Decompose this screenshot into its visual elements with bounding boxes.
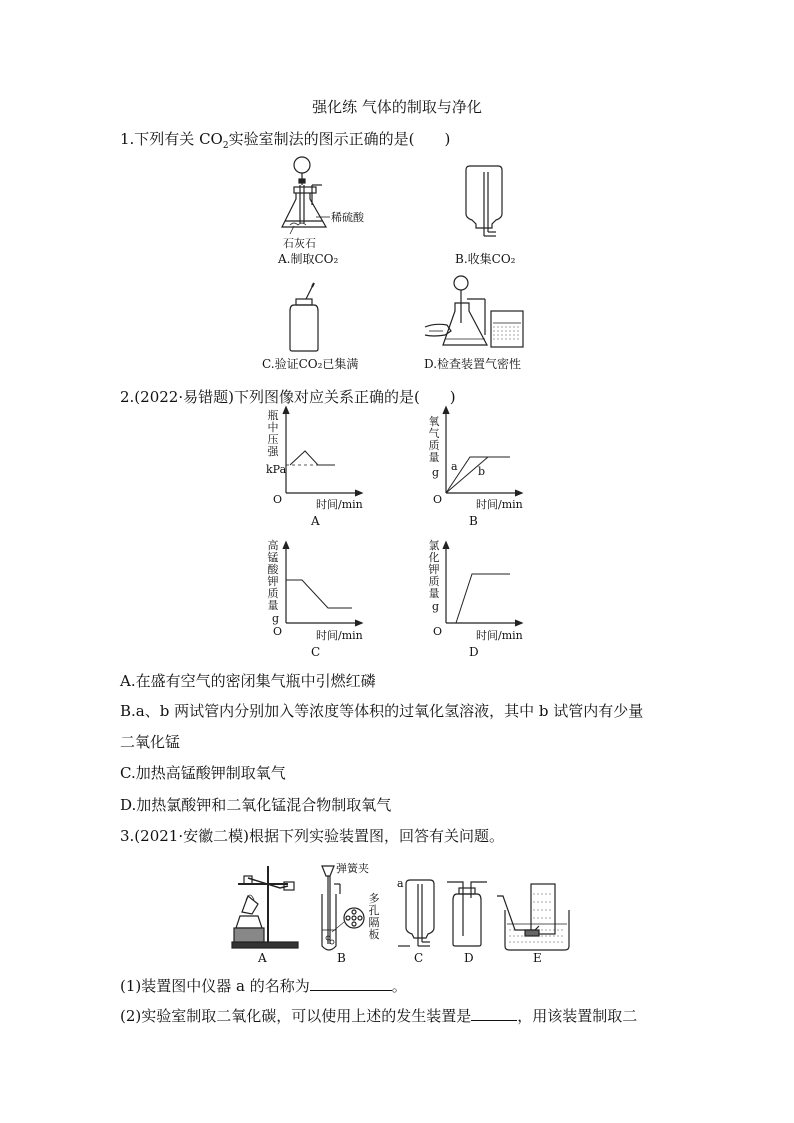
- q3-sub2-blank[interactable]: [471, 1006, 517, 1021]
- graph-b-xlabel: 时间/min: [476, 498, 523, 511]
- graph-b-ylabel: 氧气质量: [428, 415, 440, 464]
- q2-option-c: C.加热高锰酸钾制取氧气: [120, 764, 286, 782]
- graph-d-origin: O: [433, 625, 443, 638]
- graph-d-yunit: g: [432, 600, 440, 613]
- q2-option-d: D.加热氯酸钾和二氧化锰混合物制取氧气: [120, 796, 392, 814]
- graph-a-yunit: kPa: [266, 463, 287, 476]
- q3-label-plate: 多孔隔板: [368, 892, 380, 941]
- q3-letter-a: A: [258, 951, 267, 965]
- page-title: 强化练 气体的制取与净化: [312, 98, 482, 116]
- graph-c-ylabel: 高锰酸钾质量: [267, 539, 279, 612]
- q1-apparatus-d-figure: [425, 275, 535, 355]
- q3-sub2-pre: (2)实验室制取二氧化碳，可以使用上述的发生装置是: [120, 1007, 472, 1025]
- q3-sub1: [120, 975, 407, 996]
- graph-a-origin: O: [273, 493, 283, 506]
- q3-letter-e: E: [533, 951, 542, 965]
- q1-label-stone: 石灰石: [283, 237, 316, 250]
- graph-d-letter: D: [469, 645, 479, 659]
- q3-sub1-post: 。: [391, 977, 407, 995]
- graph-b-origin: O: [433, 493, 443, 506]
- q1-stem-sub: 2: [222, 141, 229, 151]
- q1-option-b: B.收集CO₂: [455, 252, 516, 266]
- q3-sub2-post: ，用该装置制取二: [517, 1007, 638, 1025]
- graph-b-letter: B: [469, 514, 478, 528]
- q3-letter-d: D: [464, 951, 474, 965]
- q3-letter-c: C: [414, 951, 424, 965]
- graph-d-ylabel: 氯化钾质量: [428, 539, 440, 600]
- q1-option-a: A.制取CO₂: [278, 252, 339, 266]
- q1-label-acid: 稀硫酸: [331, 211, 364, 224]
- q2-stem: 2.(2022·易错题)下列图像对应关系正确的是( ): [120, 388, 456, 406]
- q1-stem: [120, 128, 450, 151]
- q1-apparatus-b-figure: [462, 166, 512, 246]
- graph-c-axes: [280, 540, 370, 635]
- graph-d-axes: [440, 540, 530, 635]
- graph-c-xlabel: 时间/min: [316, 629, 363, 642]
- q1-option-c: C.验证CO₂已集满: [262, 357, 359, 371]
- graph-c-origin: O: [273, 625, 283, 638]
- q1-stem-pre: 1.下列有关 CO: [120, 130, 223, 148]
- q1-option-d: D.检查装置气密性: [424, 357, 522, 371]
- q3-apparatus-a-figure: [228, 860, 318, 955]
- q1-apparatus-c-figure: [282, 285, 342, 355]
- graph-b-yunit: g: [432, 466, 440, 479]
- graph-c-yunit: g: [272, 612, 280, 625]
- q3-apparatus-e-figure: [495, 880, 575, 955]
- graph-d-xlabel: 时间/min: [476, 629, 523, 642]
- q3-sub2: [120, 1005, 637, 1026]
- graph-b-series-a: a: [451, 460, 458, 473]
- graph-a-letter: A: [311, 514, 320, 528]
- graph-c-letter: C: [311, 645, 321, 659]
- q3-sub1-blank[interactable]: [310, 976, 392, 991]
- q3-letter-b: B: [337, 951, 346, 965]
- graph-a-ylabel: 瓶中压强: [267, 409, 279, 458]
- q2-option-b-line2: 二氧化锰: [120, 733, 181, 751]
- q1-stem-post: 实验室制法的图示正确的是( ): [228, 130, 451, 148]
- graph-a-xlabel: 时间/min: [316, 498, 363, 511]
- q3-sub1-pre: (1)装置图中仪器 a 的名称为: [120, 977, 310, 995]
- q3-apparatus-d-figure: [443, 876, 493, 951]
- q3-label-clip: 弹簧夹: [336, 862, 369, 875]
- q3-stem: 3.(2021·安徽二模)根据下列实验装置图，回答有关问题。: [120, 827, 504, 845]
- q2-option-a: A.在盛有空气的密闭集气瓶中引燃红磷: [120, 672, 376, 690]
- graph-b-axes: [440, 405, 530, 505]
- q2-option-b-line1: B.a、b 两试管内分别加入等浓度等体积的过氧化氢溶液，其中 b 试管内有少量: [120, 702, 644, 720]
- q3-label-a: a: [397, 877, 404, 890]
- graph-a-axes: [280, 405, 370, 505]
- graph-b-series-b: b: [478, 465, 486, 478]
